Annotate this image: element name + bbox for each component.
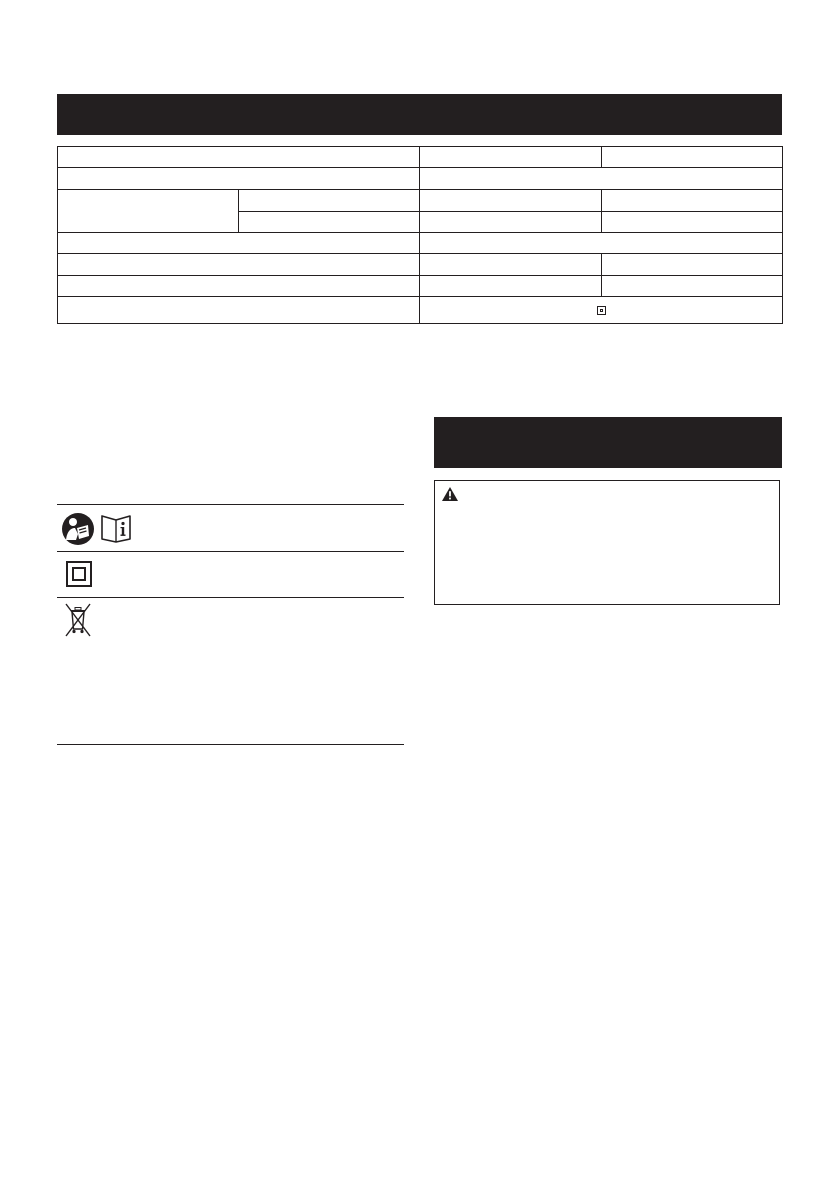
- table-cell: [420, 297, 783, 324]
- safety-warnings-header-bar: [434, 417, 782, 468]
- table-row: [58, 297, 783, 324]
- warning-triangle-icon: [442, 487, 458, 501]
- table-row: [58, 147, 783, 168]
- read-manual-icon: [61, 512, 95, 546]
- manual-info-icon: [99, 515, 133, 543]
- table-cell: [420, 233, 783, 254]
- table-cell: [420, 212, 602, 233]
- table-cell: [602, 190, 783, 212]
- table-cell: [602, 212, 783, 233]
- double-insulation-icon: [66, 561, 92, 587]
- table-cell: [58, 233, 420, 254]
- symbols-bottom-rule: [57, 744, 404, 745]
- table-cell: [58, 297, 420, 324]
- table-row: [58, 233, 783, 254]
- table-row: [58, 254, 783, 276]
- table-cell: [239, 190, 420, 212]
- table-cell: [420, 168, 783, 190]
- table-cell: [58, 276, 420, 297]
- symbols-top-rule: [57, 504, 404, 505]
- symbols-rule: [57, 551, 404, 552]
- specifications-header-bar: [57, 94, 782, 135]
- table-cell: [58, 190, 239, 233]
- table-row: [58, 190, 783, 212]
- table-cell: [420, 276, 602, 297]
- table-cell: [420, 190, 602, 212]
- table-cell: [420, 147, 602, 168]
- warning-box: [434, 480, 780, 605]
- symbols-rule: [57, 597, 404, 598]
- table-cell: [58, 147, 420, 168]
- table-cell: [239, 212, 420, 233]
- table-cell: [602, 147, 783, 168]
- crossed-bin-icon: [63, 602, 93, 638]
- table-cell: [602, 276, 783, 297]
- table-cell: [602, 254, 783, 276]
- table-row: [58, 168, 783, 190]
- table-cell: [58, 254, 420, 276]
- table-cell: [58, 168, 420, 190]
- table-cell: [420, 254, 602, 276]
- table-row: [58, 276, 783, 297]
- specifications-table: [57, 146, 783, 324]
- double-insulation-icon: [597, 306, 606, 315]
